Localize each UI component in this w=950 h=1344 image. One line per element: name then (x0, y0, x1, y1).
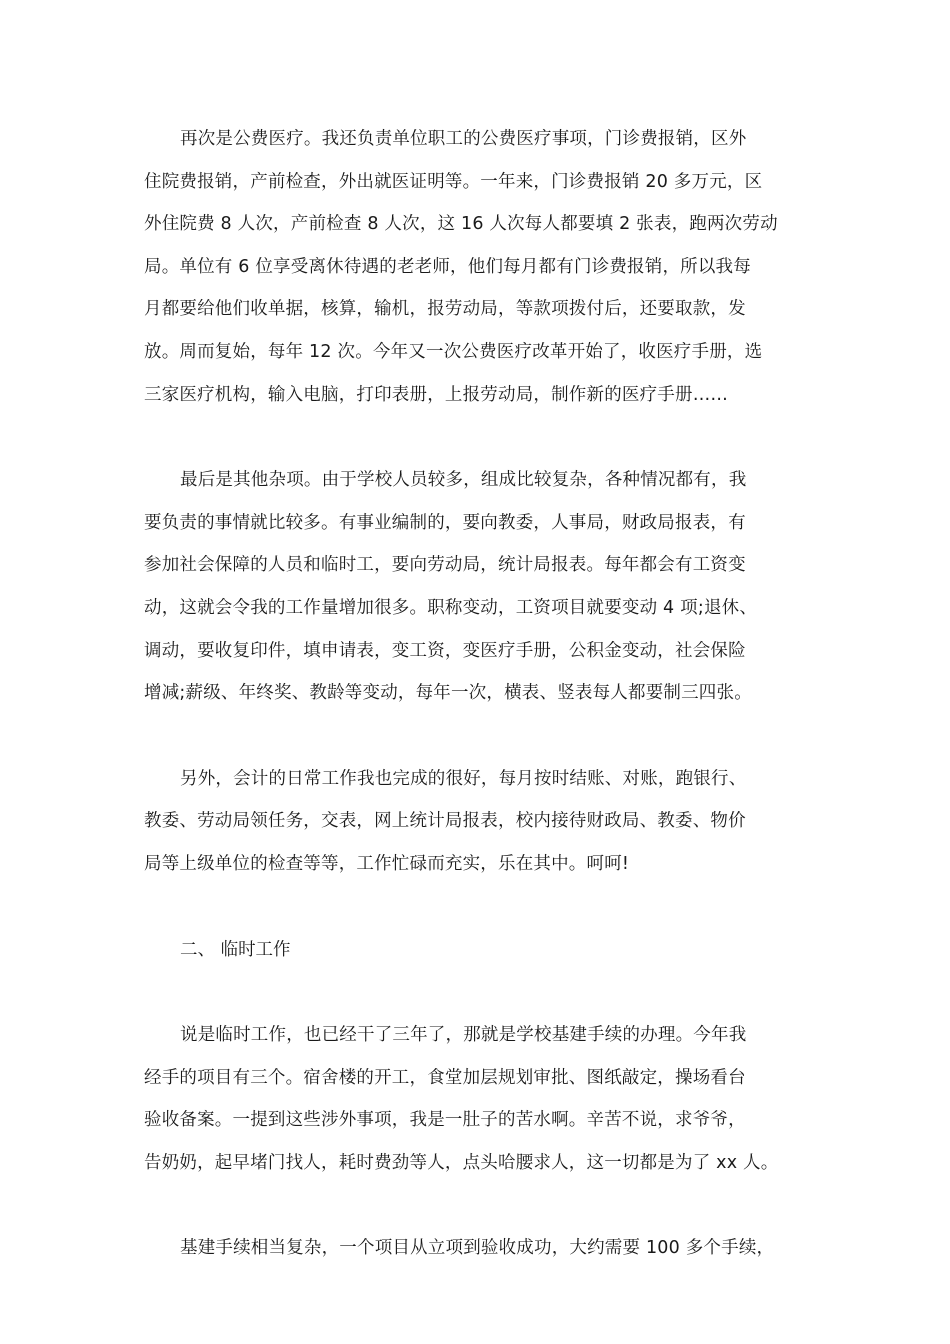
text-line: 要负责的事情就比较多。有事业编制的，要向教委，人事局，财政局报表，有 (144, 512, 746, 533)
text-line: 验收备案。一提到这些涉外事项，我是一肚子的苦水啊。辛苦不说，求爷爷， (144, 1110, 746, 1131)
text-line: 基建手续相当复杂，一个项目从立项到验收成功，大约需要 100 多个手续， (180, 1238, 775, 1259)
text-line: 放。周而复始，每年 12 次。今年又一次公费医疗改革开始了，收医疗手册，选 (144, 341, 763, 362)
text-line: 增减;薪级、年终奖、教龄等变动，每年一次，横表、竖表每人都要制三四张。 (144, 683, 752, 704)
text-line: 局等上级单位的检查等等，工作忙碌而充实，乐在其中。呵呵! (144, 853, 630, 874)
paragraph-public-medical (144, 118, 812, 416)
text-line: 经手的项目有三个。宿舍楼的开工，食堂加层规划审批、图纸敲定，操场看台 (144, 1067, 746, 1088)
text-line: 再次是公费医疗。我还负责单位职工的公费医疗事项，门诊费报销，区外 (180, 129, 747, 149)
text-line: 三家医疗机构，输入电脑，打印表册，上报劳动局，制作新的医疗手册…… (144, 384, 729, 405)
paragraph-temporary-work (144, 1014, 812, 1184)
text-line: 住院费报销，产前检查，外出就医证明等。一年来，门诊费报销 20 多万元，区 (144, 171, 763, 192)
text-line: 月都要给他们收单据，核算，输机，报劳动局，等款项拨付后，还要取款，发 (144, 299, 746, 320)
text-line: 外住院费 8 人次，产前检查 8 人次，这 16 人次每人都要填 2 张表，跑两次劳动 (144, 214, 778, 235)
text-line: 最后是其他杂项。由于学校人员较多，组成比较复杂，各种情况都有，我 (180, 470, 747, 491)
text-line: 另外，会计的日常工作我也完成的很好，每月按时结账、对账，跑银行、 (180, 768, 747, 789)
text-line: 局。单位有 6 位享受离休待遇的老老师，他们每月都有门诊费报销，所以我每 (144, 256, 751, 277)
paragraph-accounting (144, 758, 812, 886)
text-line: 动，这就会令我的工作量增加很多。职称变动，工资项目就要变动 4 项;退休、 (144, 597, 758, 618)
document-body (144, 118, 812, 1313)
paragraph-misc-items (144, 459, 812, 715)
paragraph-construction-procedures (144, 1227, 812, 1270)
text-line: 参加社会保障的人员和临时工，要向劳动局，统计局报表。每年都会有工资变 (144, 555, 746, 576)
text-line: 说是临时工作，也已经干了三年了，那就是学校基建手续的办理。今年我 (180, 1025, 747, 1046)
section-heading: 二、 临时工作 (180, 939, 291, 960)
text-line: 调动，要收复印件，填申请表，变工资，变医疗手册，公积金变动，社会保险 (144, 640, 746, 661)
text-line: 告奶奶，起早堵门找人，耗时费劲等人，点头哈腰求人，这一切都是为了 xx 人。 (144, 1152, 779, 1173)
text-line: 教委、劳动局领任务，交表，网上统计局报表，校内接待财政局、教委、物价 (144, 811, 746, 832)
